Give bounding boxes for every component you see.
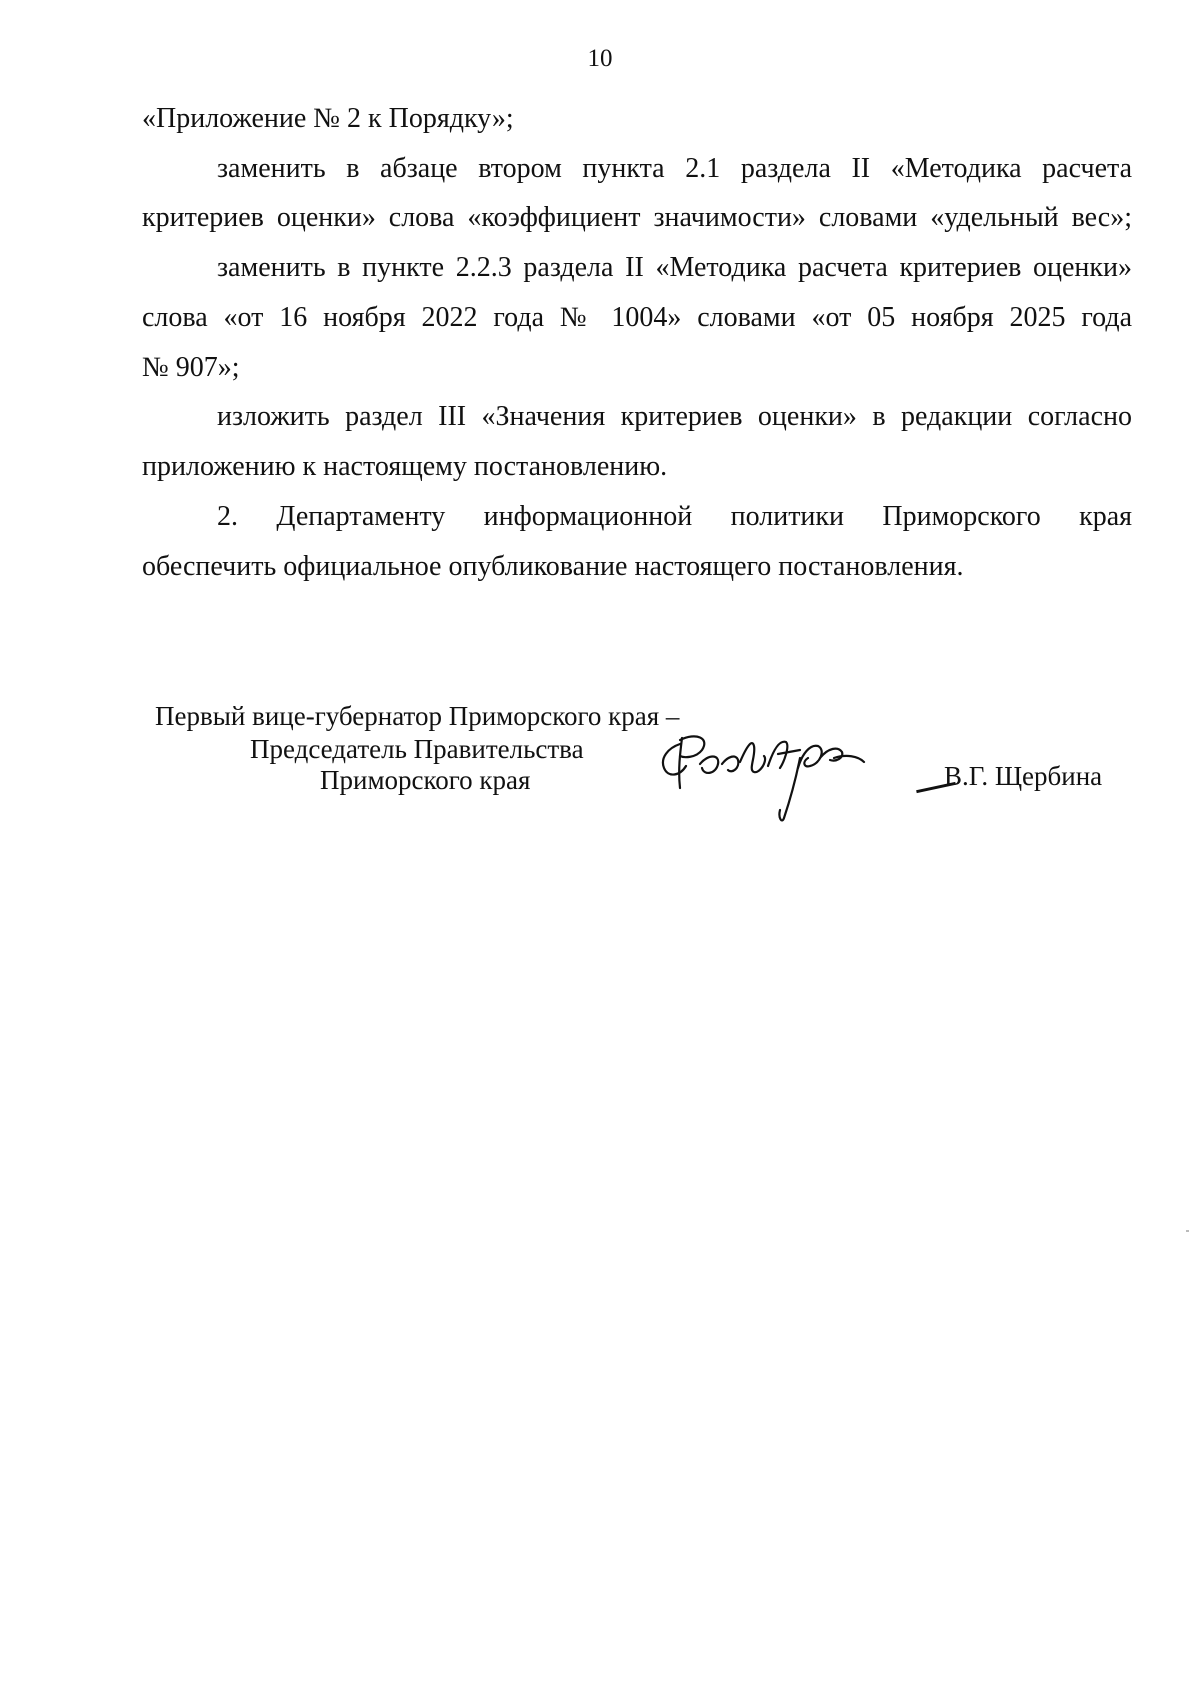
handwritten-signature-icon <box>650 718 910 828</box>
signatory-position-line-3: Приморского края <box>320 765 531 795</box>
signatory-position-line-2: Председатель Правительства <box>250 734 584 764</box>
body-line-2: заменить в абзаце втором пункта 2.1 раздела II «Методика расчета <box>217 153 1132 184</box>
body-line-4: заменить в пункте 2.2.3 раздела II «Методика расчета критериев оценки» <box>217 252 1132 283</box>
body-line-9: 2. Департаменту информационной политики Приморского края <box>217 501 1132 532</box>
page-number: 10 <box>587 45 613 72</box>
signatory-position-line-1: Первый вице-губернатор Приморского края – <box>155 701 680 731</box>
body-line-8: приложению к настоящему постановлению. <box>142 451 668 482</box>
body-line-3: критериев оценки» слова «коэффициент значимости» словами «удельный вес»; <box>142 202 1132 233</box>
body-line-7: изложить раздел III «Значения критериев оценки» в редакции согласно <box>217 401 1132 432</box>
body-line-5: слова «от 16 ноября 2022 года № 1004» словами «от 05 ноября 2025 года <box>142 302 1132 333</box>
body-line-6: № 907»; <box>142 352 240 383</box>
body-line-10: обеспечить официальное опубликование настоящего постановления. <box>142 551 964 582</box>
body-line-1: «Приложение № 2 к Порядку»; <box>142 103 514 134</box>
scan-artifact <box>1186 1230 1189 1232</box>
signatory-name: В.Г. Щербина <box>944 761 1103 791</box>
